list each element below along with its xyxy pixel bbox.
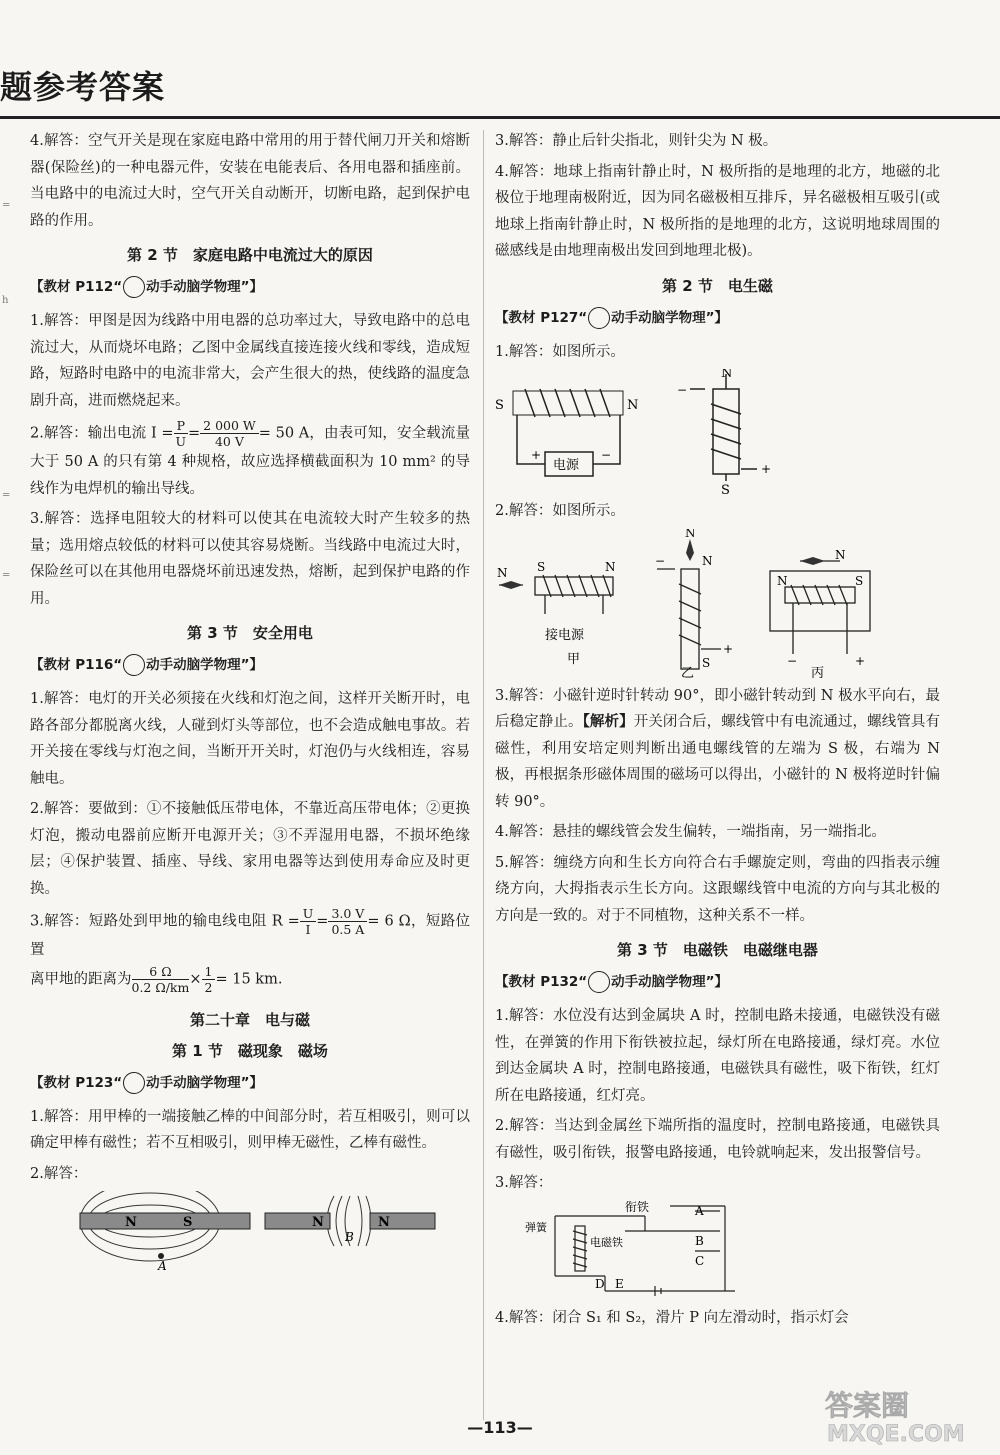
answer-paragraph: 1.解答：用甲棒的一端接触乙棒的中间部分时，若互相吸引，则可以确定甲棒有磁性；若不互相吸引，则甲棒无磁性，乙棒有磁性。 (30, 1108, 470, 1151)
pole-label: S (495, 398, 504, 413)
minus-sign: − (655, 553, 666, 568)
power-label: 电源 (553, 458, 580, 473)
fraction: $\frac{3.0 V}{0.5 A}$ (328, 906, 367, 937)
answer-paragraph: 3.解答： (495, 1175, 553, 1191)
answer-paragraph: 3.解答：小磁针逆时针转动 90°，即小磁针转动到 N 极水平向右，最后稳定静止。【解析】开关闭合后，螺线管中有电流通过，螺线管具有磁性，利用安培定则判断出通电螺线管的左端为 S 极，右端为 N 极，再根据条形磁体周围的磁场可以得出，小磁针的 N 极将逆时针偏转 90°。 (495, 687, 941, 810)
answer-paragraph: 2.解答： (30, 1165, 88, 1182)
edge-mark: = (2, 570, 11, 581)
chapter-heading: 第二十章 电与磁 (189, 1010, 310, 1029)
answer-paragraph: 4.解答：悬挂的螺线管会发生偏转，一端指南，另一端指北。 (495, 824, 886, 840)
site-watermark-logo (817, 1385, 992, 1447)
answer-paragraph: 2.解答：输出电流 I = $\frac{P}{U}$ = $\frac{2 000 W}{40 V}$ = 50 A，由表可知，安全载流量大于 50 A 的只有第 4 种规格，故应选择横截面积为 10 mm² 的导线作为电焊机的输出导线。 (30, 418, 470, 497)
point-label: B (345, 1230, 354, 1244)
left-column (30, 128, 470, 1275)
fraction: $\frac{6 \Omega}{0.2 \Omega/km}$ (131, 963, 190, 995)
pole-label: N (605, 559, 616, 574)
right-column (495, 128, 940, 1335)
textbook-tag: 【教材 P123“ 动手动脑学物理”】 (30, 1071, 470, 1094)
svg-text:MXQE.COM: MXQE.COM (827, 1422, 965, 1447)
point-label: A (158, 1259, 167, 1271)
relay-figure (495, 1201, 795, 1301)
answer-paragraph: 4.解答：闭合 S₁ 和 S₂，滑片 P 向左滑动时，指示灯会 (495, 1309, 849, 1326)
pole-label: S (702, 655, 711, 670)
fraction: $\frac{U}{I}$ (300, 906, 317, 937)
figure-label: 丙 (811, 665, 825, 679)
circle-icon (123, 1072, 145, 1094)
section-heading: 第 2 节 电生磁 (662, 276, 773, 295)
pole-label: S (855, 573, 864, 588)
pole-label: N (312, 1215, 324, 1230)
pole-label: S (183, 1215, 193, 1230)
solenoid-figure-1 (495, 369, 935, 494)
answer-paragraph: 3.解答：静止后针尖指北，则针尖为 N 极。 (495, 133, 778, 149)
answer-paragraph: 1.解答：甲图是因为线路中用电器的总功率过大，导致电路中的总电流过大，从而烧坏电路；乙图中金属线直接连接火线和零线，造成短路，短路时电路中的电流非常大，会产生很大的热，使线路的温度急剧升高，进而燃烧起来。 (30, 313, 470, 409)
answer-paragraph: 1.解答：如图所示。 (495, 343, 625, 360)
textbook-tag: 【教材 P112“ 动手动脑学物理”】 (30, 275, 470, 298)
minus-sign: − (787, 653, 798, 668)
answer-paragraph: 3.解答：选择电阻较大的材料可以使其在电流较大时产生较多的热量；选用熔点较低的材料可以使其容易烧断。当线路中电流过大时，保险丝可以在其他用电器烧坏前迅速发热，熔断，起到保护电路的作用。 (30, 511, 470, 607)
pole-label: N (702, 553, 713, 568)
section-heading: 第 2 节 家庭电路中电流过大的原因 (127, 246, 373, 264)
fraction: $\frac{2 000 W}{40 V}$ (200, 418, 259, 449)
section-heading: 第 1 节 磁现象 磁场 (172, 1041, 328, 1060)
plus-sign: + (761, 462, 772, 476)
pole-label: N (721, 369, 733, 381)
contact-label: E (615, 1276, 624, 1291)
plus-sign: + (531, 448, 542, 462)
column-divider (483, 130, 484, 1420)
answer-paragraph: 5.解答：缠绕方向和生长方向符合右手螺旋定则，弯曲的四指表示缠绕方向，大拇指表示生长方向。这跟螺线管中电流的方向与其北极的方向是一致的。对于不同植物，这种关系不一样。 (495, 854, 940, 924)
pole-label: N (378, 1215, 390, 1230)
answer-paragraph: 2.解答：如图所示。 (495, 503, 625, 519)
plus-sign: + (855, 653, 866, 668)
answer-paragraph: 2.解答：当达到金属丝下端所指的温度时，控制电路接通，电磁铁具有磁性，吸引衔铁，报警电路接通，电铃就响起来，发出报警信号。 (495, 1118, 940, 1161)
answer-paragraph: 4.解答：地球上指南针静止时，N 极所指的是地理的北方，地磁的北极位于地理南极附近，因为同名磁极相互排斥，异名磁极相互吸引(或地球上指南针静止时，N 极所指的是地理的北方，这说明地球周围的磁感线是由地理南极出发回到地理北极)。 (495, 163, 940, 259)
figure-label: 乙 (681, 665, 695, 679)
edge-mark: = (2, 490, 11, 501)
page-number: —113— (467, 1418, 533, 1437)
svg-text:答案圈: 答案圈 (825, 1389, 910, 1422)
pole-label: N (777, 573, 788, 588)
pole-label: N (125, 1215, 137, 1230)
pole-label: S (721, 483, 730, 494)
edge-mark: = (2, 200, 11, 211)
textbook-tag: 【教材 P127“ 动手动脑学物理”】 (495, 306, 940, 329)
answer-paragraph: 2.解答：要做到：①不接触低压带电体，不靠近高压带电体；②更换灯泡，搬动电器前应断开电源开关；③不弄湿用电器，不损坏绝缘层；④保护装置、插座、导线、家用电器等达到使用寿命应及时更换。 (30, 801, 470, 897)
circle-icon (588, 307, 610, 329)
answer-paragraph: 1.解答：水位没有达到金属块 A 时，控制电路未接通，电磁铁没有磁性，在弹簧的作用下衔铁被拉起，绿灯所在电路接通，绿灯亮。水位到达金属块 A 时，控制电路接通，电磁铁具有磁性，吸下衔铁，红灯所在电路接通，红灯亮。 (495, 1008, 940, 1104)
fraction: $\frac{P}{U}$ (175, 418, 187, 449)
power-label: 接电源 (545, 627, 585, 643)
contact-label: C (695, 1253, 705, 1268)
pole-label: N (627, 398, 639, 413)
answer-paragraph: 1.解答：电灯的开关必须接在火线和灯泡之间，这样开关断开时，电路各部分都脱离火线，人碰到灯头等部位，也不会造成触电事故。若开关接在零线与灯泡之间，当断开开关时，灯泡仍与火线相连，容易触电。 (30, 691, 470, 787)
pole-label: N (685, 528, 696, 540)
spring-label: 弹簧 (525, 1220, 547, 1234)
bar-magnet (80, 1213, 250, 1229)
pole-label: N (497, 565, 508, 580)
edge-mark: h (2, 295, 9, 306)
textbook-tag: 【教材 P116“ 动手动脑学物理”】 (30, 653, 470, 676)
circle-icon (588, 971, 610, 993)
magnet-field-figure (30, 1191, 460, 1271)
contact-label: D (595, 1276, 605, 1291)
armature-label: 衔铁 (625, 1200, 650, 1214)
minus-sign: − (677, 383, 688, 397)
pole-label: N (835, 547, 846, 562)
section-heading: 第 3 节 电磁铁 电磁继电器 (617, 941, 818, 959)
textbook-tag: 【教材 P132“ 动手动脑学物理”】 (495, 970, 940, 993)
pole-label: S (537, 559, 546, 574)
minus-sign: − (601, 448, 612, 462)
solenoid-figure-2 (495, 529, 935, 679)
circle-icon (123, 654, 145, 676)
figure-label: 甲 (567, 651, 581, 667)
page-header-title: 题参考答案 (0, 68, 166, 106)
section-heading: 第 3 节 安全用电 (187, 624, 313, 642)
plus-sign: + (723, 641, 734, 656)
contact-label: A (695, 1203, 704, 1218)
electromagnet-label: 电磁铁 (590, 1235, 623, 1249)
answer-paragraph: 4.解答：空气开关是现在家庭电路中常用的用于替代闸刀开关和熔断器(保险丝)的一种电器元件，安装在电能表后、各用电器和插座前。当电路中的电流过大时，空气开关自动断开，切断电路，起到保护电路的作用。 (30, 133, 470, 229)
contact-label: B (695, 1233, 704, 1248)
header-rule (0, 116, 1000, 119)
circle-icon (123, 276, 145, 298)
fraction: $\frac{1}{2}$ (202, 964, 216, 995)
answer-paragraph: 3.解答：短路处到甲地的输电线电阻 R = $\frac{U}{I}$ = $\frac{3.0 V}{0.5 A}$ = 6 Ω，短路位置 离甲地的距离为 $\frac{6 \Omega}{0.2 \Omega/km}$ × $\frac{1}{2}$ = 15 km. (30, 906, 470, 995)
